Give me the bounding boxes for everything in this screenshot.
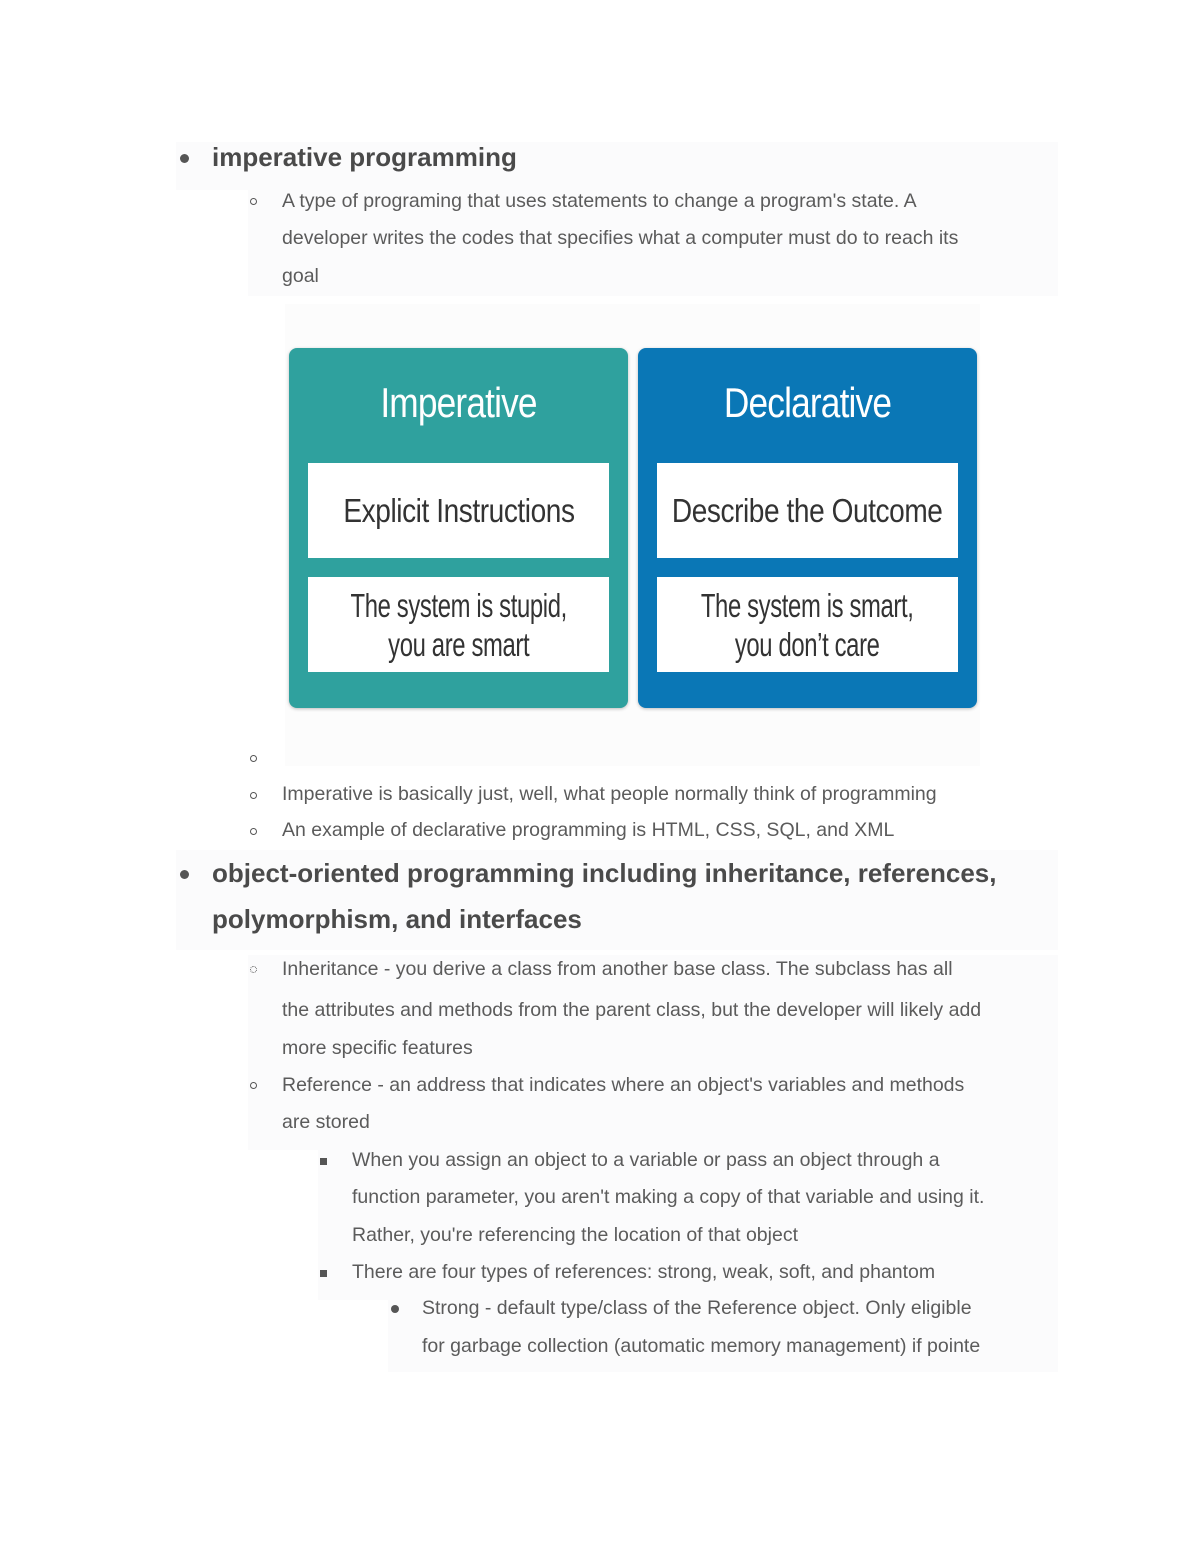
imperative-box-1	[308, 463, 609, 558]
list-item-line: Inheritance - you derive a class from another base class. The subclass has all	[282, 958, 953, 980]
list-item-line: the attributes and methods from the parent class, but the developer will likely add	[282, 999, 982, 1021]
declarative-title: Declarative	[723, 379, 892, 426]
list-item-line: Reference - an address that indicates where an object's variables and methods	[282, 1074, 965, 1096]
hollow-bullet-icon	[250, 198, 257, 205]
declarative-box-2-line-2: you don’t care	[735, 625, 880, 663]
hollow-bullet-icon	[250, 792, 257, 799]
declarative-box-2-line-1: The system is smart,	[701, 586, 914, 624]
list-item-line: goal	[282, 265, 319, 287]
imperative-vs-declarative-diagram	[285, 304, 980, 766]
filled-bullet-icon	[391, 1305, 399, 1313]
list-item-line: are stored	[282, 1111, 370, 1133]
sub-item-line: When you assign an object to a variable or pass an object through a	[352, 1149, 940, 1171]
filled-bullet-icon	[180, 154, 189, 163]
square-bullet-icon	[320, 1158, 327, 1165]
list-item-line: more specific features	[282, 1037, 473, 1059]
imperative-panel	[289, 348, 628, 708]
filled-bullet-icon	[180, 870, 189, 879]
imperative-title: Imperative	[380, 379, 537, 426]
list-item-line: developer writes the codes that specifies what a computer must do to reach its	[282, 227, 959, 249]
section-heading: imperative programming	[212, 142, 517, 172]
sub-sub-item-line: for garbage collection (automatic memory management) if pointe	[422, 1335, 981, 1357]
hollow-bullet-icon	[250, 828, 257, 835]
sub-item-line: Rather, you're referencing the location of that object	[352, 1224, 798, 1246]
sub-sub-item-line: Strong - default type/class of the Reference object. Only eligible	[422, 1297, 972, 1319]
hollow-bullet-icon	[250, 755, 257, 762]
list-item-line: Imperative is basically just, well, what people normally think of programming	[282, 783, 937, 805]
hollow-bullet-icon	[250, 1082, 257, 1089]
sub-item-line: function parameter, you aren't making a copy of that variable and using it.	[352, 1186, 985, 1208]
list-item-line: A type of programing that uses statements to change a program's state. A	[282, 190, 917, 212]
imperative-box-2	[308, 577, 609, 672]
declarative-panel	[638, 348, 977, 708]
hollow-bullet-icon	[250, 966, 257, 973]
list-item-line: An example of declarative programming is HTML, CSS, SQL, and XML	[282, 819, 895, 841]
imperative-box-2-line-2: you are smart	[387, 625, 530, 663]
sub-item-line: There are four types of references: strong, weak, soft, and phantom	[352, 1261, 936, 1283]
declarative-box-2	[657, 577, 958, 672]
section-heading-line: object-oriented programming including inheritance, references,	[212, 858, 997, 888]
declarative-box-1-text: Describe the Outcome	[672, 492, 943, 529]
section-heading-line: polymorphism, and interfaces	[212, 904, 582, 934]
imperative-box-1-text: Explicit Instructions	[342, 492, 575, 529]
imperative-box-2-line-1: The system is stupid,	[350, 586, 567, 624]
declarative-box-1	[657, 463, 958, 558]
square-bullet-icon	[320, 1270, 327, 1277]
